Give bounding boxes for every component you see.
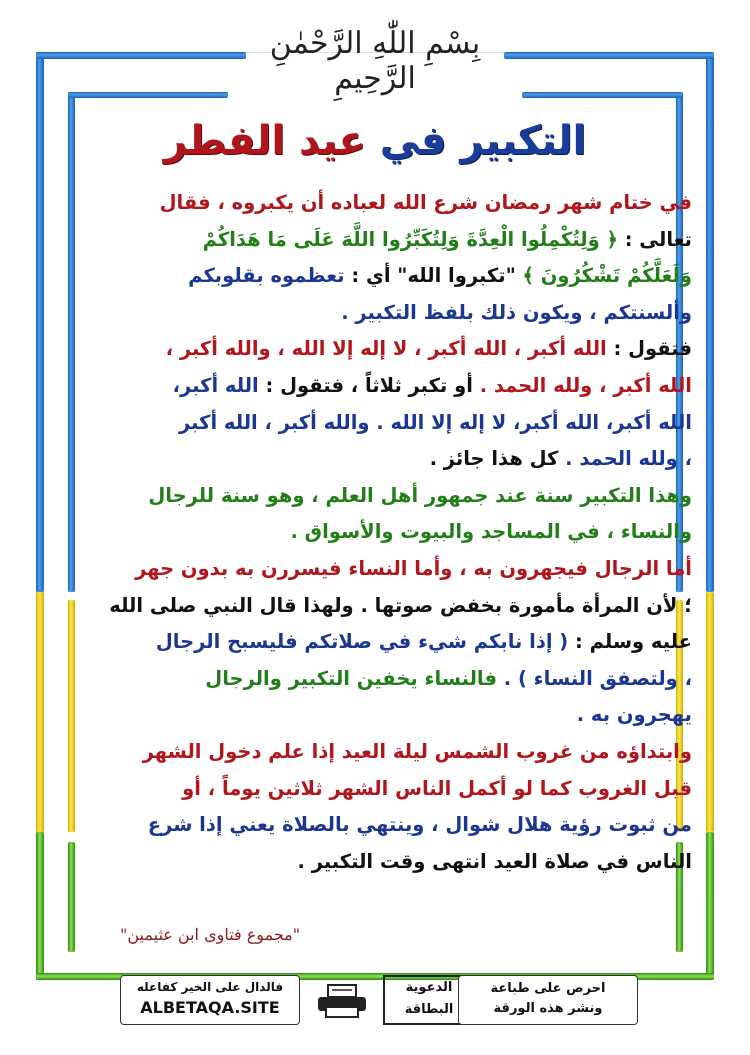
- text-segment: في ختام شهر رمضان شرع الله لعباده أن يكبروه ، فقال: [159, 191, 692, 214]
- text-line: [58, 514, 692, 551]
- text-segment: تعالى :: [617, 227, 692, 251]
- text-line: [58, 331, 692, 368]
- frame-top-left-inner: [68, 92, 228, 98]
- text-line: [58, 844, 692, 881]
- footer-print-box: [458, 975, 638, 1025]
- text-line: [58, 405, 692, 442]
- frame-left-green-bar: [36, 832, 44, 980]
- text-segment: الله أكبر ، الله أكبر ، لا إله إلا الله ، والله أكبر ،: [165, 337, 607, 361]
- text-segment: وهذا التكبير سنة عند جمهور أهل العلم ، وهو سنة للرجال: [148, 483, 692, 507]
- footer-print-line-1: احرص على طباعة: [490, 981, 606, 996]
- text-line: [58, 588, 692, 625]
- text-segment: الله أكبر، الله أكبر، لا إله إلا الله . والله أكبر ، الله أكبر: [179, 410, 692, 434]
- text-segment: فالنساء يخفين التكبير والرجال: [205, 666, 497, 690]
- text-segment: والنساء ، في المساجد والبيوت والأسواق .: [290, 520, 692, 544]
- frame-left-blue-bar: [36, 52, 44, 592]
- text-segment: الناس في صلاة العيد انتهى وقت التكبير .: [297, 849, 692, 873]
- text-segment: من ثبوت رؤية هلال شوال ، وينتهي بالصلاة يعني إذا شرع: [147, 813, 692, 837]
- text-segment: فتقول :: [606, 337, 692, 361]
- text-segment: أما الرجال فيجهرون به ، وأما النساء فيسررن به بدون جهر: [135, 556, 692, 580]
- text-segment: وألسنتكم ، ويكون ذلك بلفظ التكبير .: [341, 300, 692, 324]
- frame-top-right-bar: [504, 52, 714, 59]
- title-part-blue: التكبير في: [379, 118, 587, 164]
- text-segment: ( إذا نابكم شيء في صلاتكم فليسبح الرجال: [155, 630, 569, 654]
- text-segment: "تكبروا الله" أي :: [344, 264, 516, 288]
- frame-top-left-bar: [36, 52, 246, 59]
- logo-line-2: البطاقة: [404, 1002, 454, 1017]
- text-segment: وَلَعَلَّكُمْ تَشْكُرُونَ ﴾: [515, 264, 692, 288]
- logo-line-1: الدعوية: [405, 980, 453, 995]
- frame-right-blue-bar: [706, 52, 714, 592]
- article-body: [58, 185, 692, 880]
- text-line: [58, 185, 692, 222]
- title-part-red: عيد الفطر: [163, 118, 366, 164]
- text-segment: ؛ لأن المرأة مأمورة بخفض صوتها . ولهذا قال النبي صلى الله: [109, 593, 692, 617]
- text-segment: الله أكبر ، ولله الحمد .: [472, 373, 692, 397]
- frame-top-right-inner: [522, 92, 682, 98]
- text-line: [58, 734, 692, 771]
- text-line: [58, 368, 692, 405]
- text-segment: قبل الغروب كما لو أكمل الناس الشهر ثلاثين يوماً ، أو: [182, 776, 692, 800]
- page-title: [100, 118, 650, 164]
- source-citation: "مجموع فتاوى ابن عثيمين": [120, 925, 301, 944]
- text-line: [58, 478, 692, 515]
- footer-bar: [120, 975, 638, 1027]
- footer-print-line-2: ونشر هذه الورقة: [493, 1001, 603, 1016]
- text-line: [58, 661, 692, 698]
- text-segment: ، ولله الحمد .: [558, 447, 692, 471]
- text-segment: يهجرون به .: [576, 703, 692, 727]
- text-segment: تعظموه بقلوبكم: [188, 264, 345, 288]
- text-line: [58, 441, 692, 478]
- text-line: [58, 697, 692, 734]
- text-segment: الله أكبر،: [172, 373, 259, 397]
- text-segment: كل هذا جائز .: [429, 447, 559, 471]
- text-segment: وابتداؤه من غروب الشمس ليلة العيد إذا علم دخول الشهر: [142, 739, 692, 763]
- text-line: [58, 258, 692, 295]
- frame-right-yellow-bar: [706, 592, 714, 832]
- footer-website: ALBETAQA.SITE: [140, 998, 280, 1017]
- text-line: [58, 807, 692, 844]
- text-segment: ، ولتصفق النساء ) .: [497, 666, 692, 690]
- text-segment: أو تكبر ثلاثاً ، فتقول :: [258, 373, 473, 397]
- text-segment: عليه وسلم :: [568, 630, 692, 654]
- text-line: [58, 771, 692, 808]
- text-line: [58, 295, 692, 332]
- text-line: [58, 551, 692, 588]
- text-line: [58, 222, 692, 259]
- frame-right-green-bar: [706, 832, 714, 980]
- frame-left-yellow-bar: [36, 592, 44, 832]
- printer-icon: [316, 983, 368, 1019]
- footer-website-box: [120, 975, 300, 1025]
- text-line: [58, 624, 692, 661]
- basmala-calligraphy: بِسْمِ اللّٰهِ الرَّحْمٰنِ الرَّحِيمِ: [269, 26, 481, 96]
- footer-slogan: فالدال على الخير كفاعله: [136, 980, 284, 994]
- text-segment: ﴿ وَلِتُكْمِلُوا الْعِدَّةَ وَلِتُكَبِّرُوا اللَّهَ عَلَى مَا هَدَاكُمْ: [202, 227, 618, 251]
